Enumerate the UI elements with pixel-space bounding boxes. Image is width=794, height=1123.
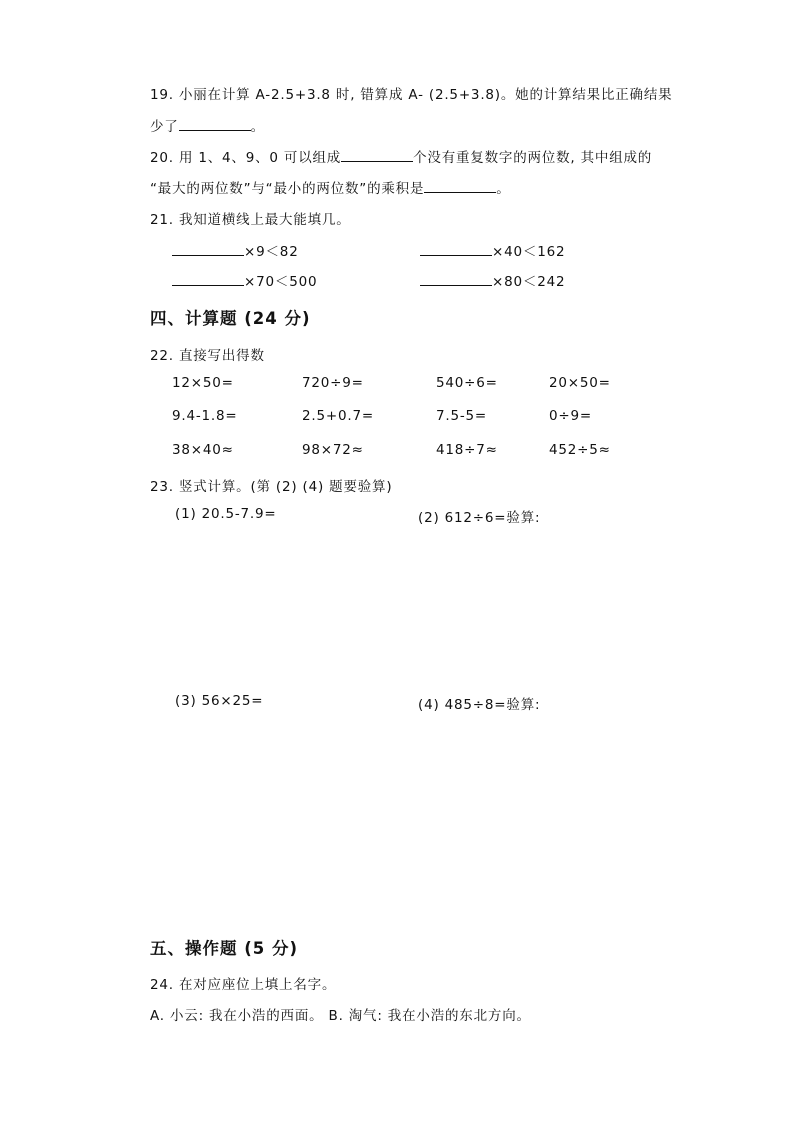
q19-prefix: 少了 [150,119,179,135]
q22-title: 22. 直接写出得数 [150,348,265,364]
q20-line2-prefix: “最大的两位数”与“最小的两位数”的乘积是 [150,181,425,197]
q22-cell: 0÷9= [549,408,593,424]
q21-item-text: ×70＜500 [244,274,318,290]
q20-line1-prefix: 20. 用 1、4、9、0 可以组成 [150,150,342,166]
q20-count-blank[interactable] [341,147,413,162]
q21-title: 21. 我知道横线上最大能填几。 [150,212,351,228]
q23-item-1: (1) 20.5-7.9= [175,506,277,522]
q20-line2-suffix: 。 [496,181,511,197]
q22-cell: 98×72≈ [302,442,364,458]
q21-item-2 [420,240,565,260]
q21-item-text: ×40＜162 [492,244,566,260]
q23-item-2: (2) 612÷6=验算: [418,510,541,526]
q22-cell: 20×50= [549,375,611,391]
section-4-heading: 四、计算题 (24 分) [150,309,311,328]
q21-blank-1[interactable] [172,241,244,256]
q22-cell: 418÷7≈ [436,442,498,458]
q22-cell: 540÷6= [436,375,498,391]
q21-item-4 [420,270,565,290]
q24-line: A. 小云: 我在小浩的西面。 B. 淘气: 我在小浩的东北方向。 [150,1008,531,1024]
q22-cell: 7.5-5= [436,408,488,424]
q19-line1: 19. 小丽在计算 A-2.5+3.8 时, 错算成 A- (2.5+3.8)。她的计算结果比正确结果 [150,87,673,103]
q21-blank-3[interactable] [172,271,244,286]
q21-item-text: ×9＜82 [244,244,299,260]
q22-cell: 452÷5≈ [549,442,611,458]
q21-item-3 [172,270,317,290]
q21-blank-4[interactable] [420,271,492,286]
q20-line2 [150,177,511,197]
q22-cell: 720÷9= [302,375,364,391]
q23-item-3: (3) 56×25= [175,693,264,709]
q22-cell: 2.5+0.7= [302,408,374,424]
q22-cell: 9.4-1.8= [172,408,238,424]
q21-item-text: ×80＜242 [492,274,566,290]
q20-product-blank[interactable] [424,178,496,193]
q20-line1-suffix: 个没有重复数字的两位数, 其中组成的 [413,150,653,166]
q19-line2 [150,115,265,135]
q21-blank-2[interactable] [420,241,492,256]
section-5-heading: 五、操作题 (5 分) [150,939,299,958]
q22-cell: 12×50= [172,375,234,391]
q19-answer-blank[interactable] [179,116,251,131]
q23-item-4: (4) 485÷8=验算: [418,697,541,713]
q21-item-1 [172,240,299,260]
q23-title: 23. 竖式计算。(第 (2) (4) 题要验算) [150,479,393,495]
q19-suffix: 。 [250,119,265,135]
q22-cell: 38×40≈ [172,442,234,458]
q20-line1 [150,146,652,166]
q24-title: 24. 在对应座位上填上名字。 [150,977,337,993]
